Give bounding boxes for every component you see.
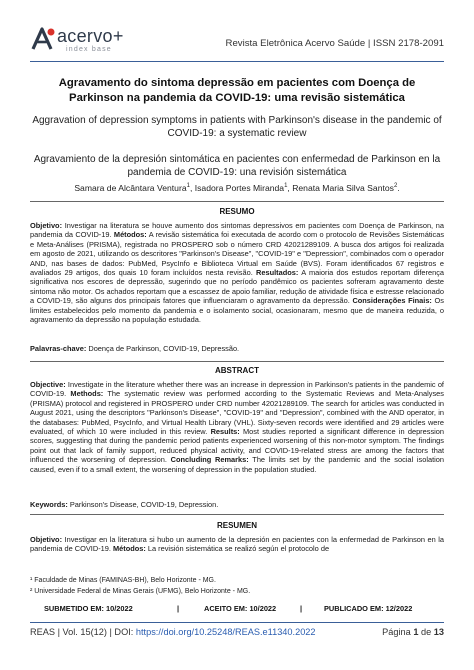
remarks-label: Concluding Remarks: [170, 455, 249, 465]
methods-text: The systematic review was performed according to the Systematic Reviews and Meta-Analyses (PRISMA) protocol and registered in PROSPERO under CRD number 42021289109. The search for articles was conducted in August 2021, using the descriptors "Parkinson's Disease", "COVID-19" and "Depression", combined with the AND operator, in the databases: PubMed, PsycInfo, and Virtual Health Library (VHL). Sixty-seven records were identified and 29 articles were evaluated, of which 10 were included in this review. [30, 389, 444, 437]
acervo-logo [30, 26, 170, 56]
logo-subtitle: index base [66, 46, 112, 53]
journal-header [30, 26, 444, 56]
resumo-heading: RESUMO [219, 207, 255, 216]
metodos-label: Métodos: [113, 230, 147, 240]
accepted-date: ACEITO EM: 10/2022 [204, 604, 277, 613]
footnote: ² Universidade Federal de Minas Gerais (UFMG), Belo Horizonte - MG. [30, 588, 251, 595]
resumen-heading: RESUMEN [216, 521, 257, 530]
logo-text: acervo+ [57, 26, 124, 46]
consideracoes-text: Os limites estabelecidos pelo momento da pandemia e o isolamento social, ocasionaram, mesmo que de maneira reduzida, o agravamento da depressão na população estudada. [30, 296, 444, 325]
keywords-label: Keywords: [30, 500, 68, 509]
resultados-text: A maioria dos estudos reportam diferença significativa nos escores de depressão, sugerindo que no período pandêmico os pacientes sofreram agravamento deste sintoma não motor. Os achados reportam que a escassez de apoio familiar, redução de atividade física e estresse relacionado a COVID-19, são alguns dos principais fatores que influenciaram o agravamento da depressão. [30, 268, 444, 306]
current-page: 1 [413, 627, 419, 637]
remarks-text: The limits set by the pandemic and the social isolation caused, even if to a small extent, the worsening of depression in the population studied. [30, 455, 444, 474]
resumo-body [30, 221, 444, 324]
methods-label: Methods: [70, 389, 104, 399]
page-of: de [418, 627, 434, 637]
author-affiliation-mark: 1 [284, 183, 288, 190]
footer-divider [30, 622, 444, 623]
footer-citation [30, 627, 316, 637]
footer-volume: REAS | Vol. 15(12) | DOI: [30, 627, 136, 637]
abstract-heading: ABSTRACT [215, 366, 259, 375]
journal-name: Revista Eletrônica Acervo Saúde | ISSN 2178-2091 [225, 38, 444, 49]
section-divider [30, 361, 444, 362]
results-text: Most studies reported a significant difference in depression scores, suggesting that during the pandemic period patients experienced worsening of this non-motor symptom. The findings point out that lack of family support, reduced physical activity, and COVID-19-related stress are among the factors that influenced the worsening of depression. [30, 427, 445, 465]
title-spanish: Agravamiento de la depresión sintomática en pacientes con enfermedad de Parkinson en la pandemia de COVID-19: una revisión sistemática [33, 154, 441, 178]
palavras-chave-label: Palavras-chave: [30, 344, 87, 353]
author-name: Samara de Alcântara Ventura [74, 183, 187, 193]
published-date: PUBLICADO EM: 12/2022 [324, 604, 413, 613]
objective-text: Investigate in the literature whether there was an increase in depression in Parkinson's patients in the pandemic of COVID-19. [30, 380, 444, 399]
palavras-chave-text: Doença de Parkinson, COVID-19, Depressão. [86, 344, 240, 353]
author-affiliation-mark: 2 [393, 183, 398, 190]
results-label: Results: [210, 427, 240, 437]
author-name: Renata Maria Silva Santos [292, 183, 394, 193]
objetivo-es-text: Investigar en la literatura si hubo un aumento de la depresión en pacientes con la enfermedad de Parkinson en la pandemia de COVID-19. [30, 535, 444, 554]
total-pages: 13 [433, 627, 444, 637]
objective-label: Objective: [30, 380, 66, 389]
keywords [30, 500, 444, 509]
doi-link[interactable]: https://doi.org/10.25248/REAS.e11340.2022 [135, 627, 316, 637]
title-english: Aggravation of depression symptoms in patients with Parkinson's disease in the pandemic of COVID-19: a systematic review [32, 115, 442, 139]
objetivo-label: Objetivo: [30, 221, 63, 230]
metodos-text: A revisão sistemática foi executada de acordo com o protocolo de Revisões Sistemáticas e Meta-Análises (PRISMA), registrada no PROSPERO sob o número CRD 42021289109. A busca dos artigos foi realizada em agosto de 2021, utilizando os descritores "Parkinson's Disease", "COVID-19" e "Depression", combinados com o operador AND, nas bases de dados: PubMed, PsycInfo e Biblioteca Virtual em Saúde (BVS). Foram identificados 67 registros e avaliados 29 artigos, dos quais 10 foram incluídos nesta revisão. [30, 230, 445, 278]
resumen-body [30, 535, 444, 554]
date-separator: | [300, 604, 303, 613]
title-portuguese: Agravamento do sintoma depressão em pacientes com Doença de Parkinson na pandemia da COVID-19: uma revisão sistemática [58, 77, 416, 104]
page-number [382, 627, 444, 637]
palavras-chave [30, 344, 444, 353]
submission-dates [30, 604, 444, 616]
section-divider [30, 201, 444, 202]
metodos-es-text: La revisión sistemática se realizó según el protocolo de [145, 544, 330, 554]
date-separator: | [177, 604, 180, 613]
page-prefix: Página [382, 627, 414, 637]
keywords-text: Parkinson's Disease, COVID-19, Depression. [67, 500, 219, 509]
author-list: Samara de Alcântara Ventura$^1$, Isadora Portes Miranda$^1$, Renata Maria Silva Santos$^2$. [74, 183, 400, 193]
abstract-body [30, 380, 444, 474]
objetivo-text: Investigar na literatura se houve aumento dos sintomas depressivos em pacientes com Doença de Parkinson, na pandemia da COVID-19. [30, 221, 444, 240]
objetivo-es-label: Objetivo: [30, 535, 63, 544]
resultados-label: Resultados: [256, 268, 299, 278]
section-divider [30, 514, 444, 515]
page-footer [30, 627, 444, 641]
affiliation-footnotes [30, 575, 444, 597]
metodos-es-label: Métodos: [112, 544, 146, 554]
acervo-logo-icon [30, 26, 56, 52]
author-name: Isadora Portes Miranda [194, 183, 285, 193]
footnote: ¹ Faculdade de Minas (FAMINAS-BH), Belo Horizonte - MG. [30, 577, 216, 584]
header-divider [30, 61, 444, 62]
author-affiliation-mark: 1 [186, 183, 190, 190]
consideracoes-label: Considerações Finais: [352, 296, 432, 306]
submitted-date: SUBMETIDO EM: 10/2022 [44, 604, 133, 613]
